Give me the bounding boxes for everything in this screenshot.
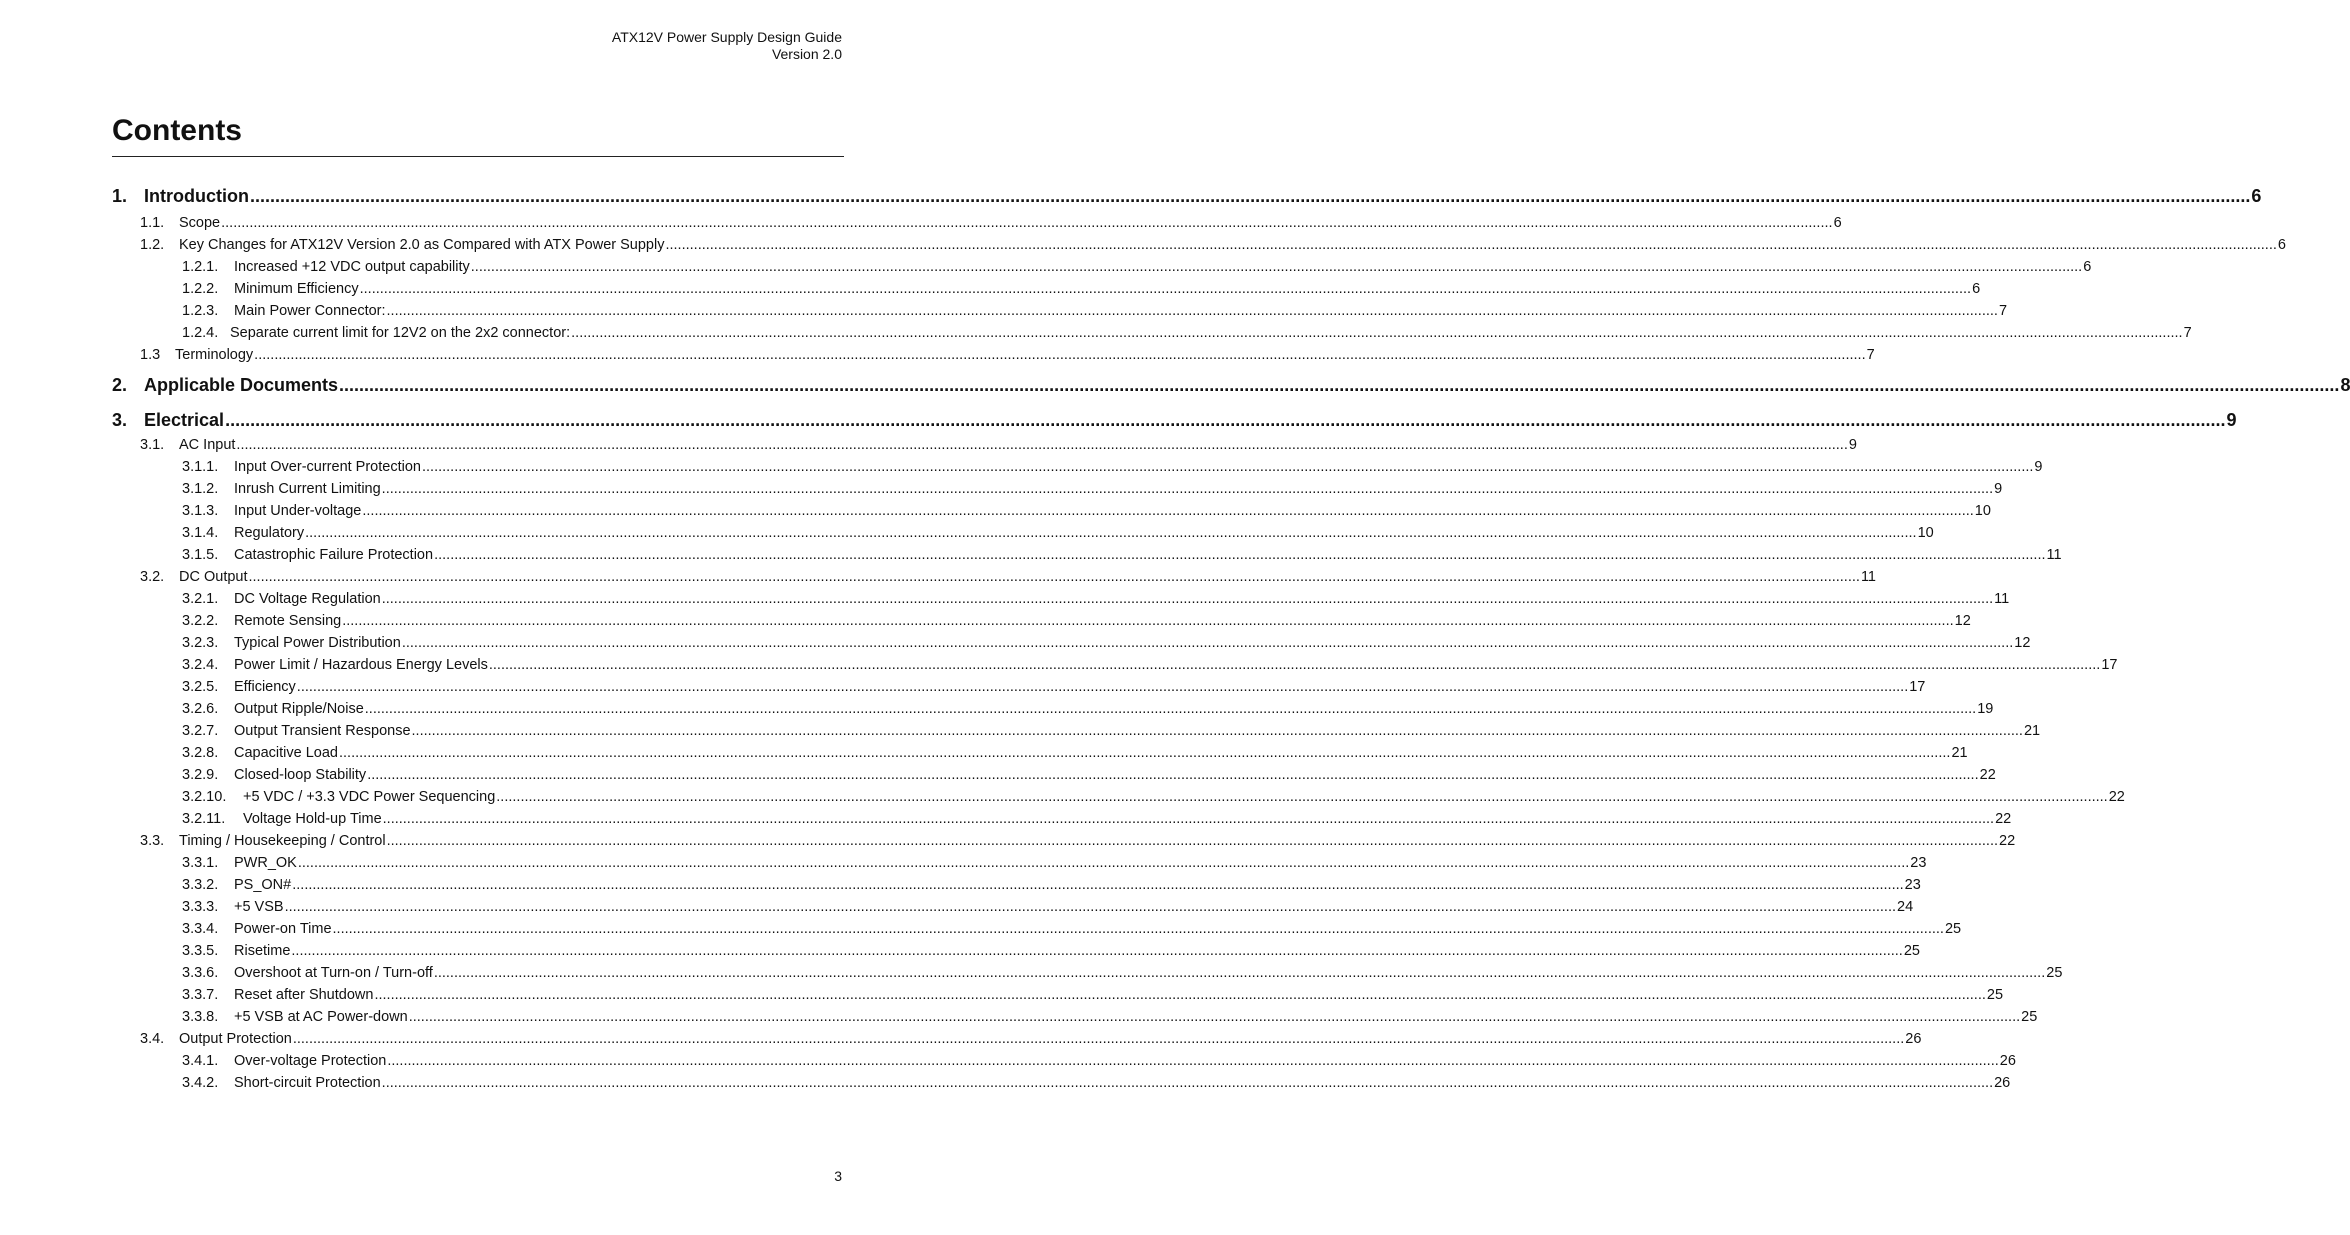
toc-entry[interactable] bbox=[182, 789, 2125, 805]
toc-entry[interactable] bbox=[140, 237, 2286, 253]
toc-entry-number: 1.2.1. bbox=[182, 259, 219, 275]
page-title: Contents bbox=[112, 114, 242, 147]
toc-dot-leader: ................................................................................................................................................................................................................................................................................................................................................................................................................ bbox=[433, 965, 2046, 981]
toc-entry-title: +5 VSB bbox=[234, 899, 284, 915]
toc-entry-title: Regulatory bbox=[234, 525, 305, 541]
toc-entry-number: 3.2.10. bbox=[182, 789, 227, 805]
toc-entry-page: 6 bbox=[2277, 237, 2286, 253]
toc-dot-leader: ................................................................................................................................................................................................................................................................................................................................................................................................................ bbox=[386, 303, 1998, 319]
toc-entry-number: 3.2.9. bbox=[182, 767, 219, 783]
toc-entry-page: 19 bbox=[1977, 701, 1994, 717]
toc-entry-number: 3.4. bbox=[140, 1031, 165, 1047]
toc-entry[interactable] bbox=[182, 259, 2092, 275]
toc-entry-page: 22 bbox=[1995, 811, 2012, 827]
toc-dot-leader: ................................................................................................................................................................................................................................................................................................................................................................................................................ bbox=[382, 811, 1995, 827]
toc-entry-number: 3.3.1. bbox=[182, 855, 219, 871]
toc-entry-number: 3.3.3. bbox=[182, 899, 219, 915]
toc-entry-title: Efficiency bbox=[234, 679, 296, 695]
toc-entry-number: 3.3.5. bbox=[182, 943, 219, 959]
toc-entry-title: Output Ripple/Noise bbox=[234, 701, 364, 717]
toc-dot-leader: ................................................................................................................................................................................................................................................................................................................................................................................................................ bbox=[297, 855, 1910, 871]
toc-entry[interactable] bbox=[182, 1075, 2011, 1091]
toc-dot-leader: ................................................................................................................................................................................................................................................................................................................................................................................................................ bbox=[362, 503, 1974, 519]
toc-entry-number: 1.1. bbox=[140, 215, 165, 231]
toc-entry-page: 24 bbox=[1897, 899, 1914, 915]
toc-entry-number: 3.1.4. bbox=[182, 525, 219, 541]
toc-entry-title: Scope bbox=[179, 215, 221, 231]
toc-entry-number: 3.2.1. bbox=[182, 591, 219, 607]
toc-entry-title: DC Output bbox=[179, 569, 248, 585]
toc-entry-page: 7 bbox=[1998, 303, 2008, 319]
toc-entry-number: 3.3.4. bbox=[182, 921, 219, 937]
toc-dot-leader: ................................................................................................................................................................................................................................................................................................................................................................................................................ bbox=[434, 547, 2046, 563]
toc-entry-title: Over-voltage Protection bbox=[234, 1053, 387, 1069]
toc-entry-title: Introduction bbox=[144, 186, 249, 206]
toc-dot-leader: ................................................................................................................................................................................................................................................................................................................................................................................................................ bbox=[374, 987, 1986, 1003]
toc-entry-number: 3.1. bbox=[140, 437, 165, 453]
toc-entry-title: Reset after Shutdown bbox=[234, 987, 374, 1003]
toc-entry-title: Overshoot at Turn-on / Turn-off bbox=[234, 965, 433, 981]
toc-entry-title: Timing / Housekeeping / Control bbox=[179, 833, 386, 849]
toc-entry-page: 12 bbox=[1954, 613, 1971, 629]
page-number: 3 bbox=[834, 1168, 842, 1184]
toc-entry-page: 25 bbox=[1903, 943, 1920, 959]
toc-entry-page: 8 bbox=[2340, 375, 2350, 395]
toc-entry[interactable] bbox=[140, 1031, 1922, 1047]
toc-entry[interactable] bbox=[182, 503, 1991, 519]
toc-dot-leader: ................................................................................................................................................................................................................................................................................................................................................................................................................ bbox=[421, 459, 2034, 475]
toc-dot-leader: ................................................................................................................................................................................................................................................................................................................................................................................................................ bbox=[387, 1053, 1999, 1069]
toc-dot-leader: ................................................................................................................................................................................................................................................................................................................................................................................................................ bbox=[381, 591, 1994, 607]
toc-entry-page: 11 bbox=[2046, 547, 2062, 563]
toc-entry[interactable] bbox=[182, 921, 1962, 937]
toc-entry[interactable] bbox=[182, 855, 1927, 871]
toc-entry-number: 3.3.7. bbox=[182, 987, 219, 1003]
toc-entry-page: 7 bbox=[2183, 325, 2192, 341]
toc-entry[interactable] bbox=[182, 701, 1994, 717]
toc-dot-leader: ................................................................................................................................................................................................................................................................................................................................................................................................................ bbox=[381, 1075, 1994, 1091]
toc-entry-number: 3.2.7. bbox=[182, 723, 219, 739]
toc-entry[interactable] bbox=[182, 943, 1920, 959]
toc-entry-page: 17 bbox=[1909, 679, 1926, 695]
toc-entry[interactable] bbox=[182, 481, 2003, 497]
toc-entry-title: Output Transient Response bbox=[234, 723, 411, 739]
toc-entry[interactable] bbox=[112, 375, 2350, 396]
toc-entry-number: 2. bbox=[112, 375, 128, 395]
toc-entry-page: 6 bbox=[1972, 281, 1981, 297]
toc-dot-leader: ................................................................................................................................................................................................................................................................................................................................................................................................................ bbox=[221, 215, 1833, 231]
toc-dot-leader: ................................................................................................................................................................................................................................................................................................................................................................................................................ bbox=[367, 767, 1979, 783]
toc-dot-leader: ................................................................................................................................................................................................................................................................................................................................................................................................................ bbox=[284, 899, 1897, 915]
toc-entry-title: Output Protection bbox=[179, 1031, 292, 1047]
toc-dot-leader: ................................................................................................................................................................................................................................................................................................................................................................................................................ bbox=[332, 921, 1944, 937]
toc-entry-page: 11 bbox=[1994, 591, 2010, 607]
toc-entry-number: 3.2.11. bbox=[182, 811, 226, 827]
toc-entry-title: Main Power Connector: bbox=[234, 303, 386, 319]
toc-entry-title: Electrical bbox=[144, 410, 225, 430]
toc-dot-leader: ................................................................................................................................................................................................................................................................................................................................................................................................................ bbox=[296, 679, 1909, 695]
toc-dot-leader: ................................................................................................................................................................................................................................................................................................................................................................................................................ bbox=[254, 347, 1866, 363]
toc-entry-number: 3.2. bbox=[140, 569, 165, 585]
toc-entry-number: 1.2.4. bbox=[182, 325, 219, 341]
toc-entry-number: 3.2.6. bbox=[182, 701, 219, 717]
toc-entry-title: Short-circuit Protection bbox=[234, 1075, 381, 1091]
toc-entry-number: 3.2.3. bbox=[182, 635, 219, 651]
toc-dot-leader: ................................................................................................................................................................................................................................................................................................................................................................................................................ bbox=[292, 1031, 1905, 1047]
toc-entry[interactable] bbox=[182, 965, 2063, 981]
toc-entry-number: 3.2.5. bbox=[182, 679, 219, 695]
toc-entry-title: Input Over-current Protection bbox=[234, 459, 421, 475]
toc-entry-title: Terminology bbox=[175, 347, 254, 363]
toc-entry-title: Increased +12 VDC output capability bbox=[234, 259, 470, 275]
toc-entry[interactable] bbox=[140, 215, 1842, 231]
toc-entry[interactable] bbox=[112, 186, 2262, 207]
toc-dot-leader: ................................................................................................................................................................................................................................................................................................................................................................................................................ bbox=[339, 745, 1951, 761]
toc-entry-page: 9 bbox=[1994, 481, 2003, 497]
toc-entry-title: Applicable Documents bbox=[144, 375, 339, 395]
toc-entry-page: 6 bbox=[1833, 215, 1842, 231]
toc-dot-leader: ................................................................................................................................................................................................................................................................................................................................................................................................................ bbox=[401, 635, 2014, 651]
toc-entry-page: 26 bbox=[1999, 1053, 2016, 1069]
toc-entry-page: 17 bbox=[2101, 657, 2118, 673]
toc-dot-leader: ................................................................................................................................................................................................................................................................................................................................................................................................................ bbox=[381, 481, 1994, 497]
toc-entry-page: 26 bbox=[1905, 1031, 1922, 1047]
toc-entry[interactable] bbox=[182, 281, 1981, 297]
toc-entry-page: 23 bbox=[1910, 855, 1927, 871]
toc-entry-title: +5 VSB at AC Power-down bbox=[234, 1009, 408, 1025]
toc-entry-number: 1.2. bbox=[140, 237, 165, 253]
toc-entry-page: 9 bbox=[2034, 459, 2043, 475]
toc-entry-page: 6 bbox=[2083, 259, 2092, 275]
toc-entry-title: Power Limit / Hazardous Energy Levels bbox=[234, 657, 488, 673]
header-doc-title: ATX12V Power Supply Design Guide bbox=[611, 29, 842, 45]
toc-dot-leader: ................................................................................................................................................................................................................................................................................................................................................................................................................ bbox=[665, 237, 2277, 253]
toc-dot-leader: ................................................................................................................................................................................................................................................................................................................................................................................................................ bbox=[411, 723, 2023, 739]
toc-dot-leader: ................................................................................................................................................................................................................................................................................................................................................................................................................ bbox=[249, 186, 2251, 206]
toc-entry-number: 3.4.2. bbox=[182, 1075, 219, 1091]
toc-dot-leader: ................................................................................................................................................................................................................................................................................................................................................................................................................ bbox=[225, 410, 2226, 430]
toc-entry[interactable] bbox=[182, 635, 2031, 651]
toc-entry[interactable] bbox=[182, 767, 1996, 783]
toc-dot-leader: ................................................................................................................................................................................................................................................................................................................................................................................................................ bbox=[248, 569, 1860, 585]
toc-entry-number: 3.2.4. bbox=[182, 657, 219, 673]
toc-dot-leader: ................................................................................................................................................................................................................................................................................................................................................................................................................ bbox=[571, 325, 2183, 341]
toc-entry-page: 22 bbox=[2108, 789, 2125, 805]
toc-dot-leader: ................................................................................................................................................................................................................................................................................................................................................................................................................ bbox=[305, 525, 1917, 541]
toc-entry-number: 3.1.5. bbox=[182, 547, 219, 563]
toc-entry-number: 3.4.1. bbox=[182, 1053, 219, 1069]
toc-entry-title: Catastrophic Failure Protection bbox=[234, 547, 434, 563]
toc-entry-title: Inrush Current Limiting bbox=[234, 481, 381, 497]
toc-entry-title: DC Voltage Regulation bbox=[234, 591, 381, 607]
toc-entry-number: 3.2.8. bbox=[182, 745, 219, 761]
toc-entry-page: 10 bbox=[1917, 525, 1934, 541]
toc-entry-title: Input Under-voltage bbox=[234, 503, 362, 519]
toc-entry-number: 3.2.2. bbox=[182, 613, 219, 629]
toc-entry[interactable] bbox=[182, 745, 1968, 761]
toc-entry-number: 1.2.3. bbox=[182, 303, 219, 319]
toc-entry[interactable] bbox=[182, 591, 2010, 607]
toc-dot-leader: ................................................................................................................................................................................................................................................................................................................................................................................................................ bbox=[236, 437, 1848, 453]
toc-entry-page: 26 bbox=[1994, 1075, 2011, 1091]
toc-entry-page: 25 bbox=[2046, 965, 2063, 981]
toc-entry-page: 6 bbox=[2251, 186, 2262, 206]
toc-entry-page: 25 bbox=[1986, 987, 2004, 1003]
toc-entry-title: AC Input bbox=[179, 437, 236, 453]
toc-entry[interactable] bbox=[182, 303, 2008, 319]
toc-entry-page: 25 bbox=[1944, 921, 1962, 937]
toc-entry-page: 23 bbox=[1904, 877, 1921, 893]
toc-entry[interactable] bbox=[140, 347, 1875, 363]
toc-entry-number: 3.3.8. bbox=[182, 1009, 219, 1025]
toc-entry-title: PS_ON# bbox=[234, 877, 292, 893]
toc-entry-page: 21 bbox=[1951, 745, 1968, 761]
toc-entry-page: 9 bbox=[2226, 410, 2237, 430]
toc-entry[interactable] bbox=[182, 1009, 2038, 1025]
toc-dot-leader: ................................................................................................................................................................................................................................................................................................................................................................................................................ bbox=[488, 657, 2101, 673]
toc-entry-page: 22 bbox=[1999, 833, 2016, 849]
toc-entry-number: 3. bbox=[112, 410, 128, 430]
toc-entry-number: 1.2.2. bbox=[182, 281, 219, 297]
toc-entry-page: 22 bbox=[1979, 767, 1996, 783]
toc-entry[interactable] bbox=[182, 679, 1926, 695]
toc-dot-leader: ................................................................................................................................................................................................................................................................................................................................................................................................................ bbox=[359, 281, 1972, 297]
toc-dot-leader: ................................................................................................................................................................................................................................................................................................................................................................................................................ bbox=[342, 613, 1954, 629]
toc-entry-page: 11 bbox=[1860, 569, 1876, 585]
toc-entry[interactable] bbox=[182, 1053, 2016, 1069]
toc-dot-leader: ................................................................................................................................................................................................................................................................................................................................................................................................................ bbox=[364, 701, 1977, 717]
toc-entry-title: Power-on Time bbox=[234, 921, 332, 937]
toc-entry[interactable] bbox=[140, 437, 1857, 453]
toc-entry[interactable] bbox=[182, 525, 1934, 541]
header-version: Version 2.0 bbox=[771, 46, 842, 62]
toc-entry-title: +5 VDC / +3.3 VDC Power Sequencing bbox=[243, 789, 496, 805]
toc-entry[interactable] bbox=[182, 613, 1971, 629]
toc-entry[interactable] bbox=[112, 410, 2237, 431]
toc-entry-title: Minimum Efficiency bbox=[234, 281, 359, 297]
toc-entry-number: 3.1.3. bbox=[182, 503, 219, 519]
toc-entry[interactable] bbox=[182, 459, 2043, 475]
toc-entry-page: 9 bbox=[1848, 437, 1857, 453]
toc-entry-title: Remote Sensing bbox=[234, 613, 342, 629]
toc-entry[interactable] bbox=[140, 833, 2016, 849]
toc-entry-page: 7 bbox=[1866, 347, 1875, 363]
toc-entry-number: 3.3. bbox=[140, 833, 165, 849]
toc-dot-leader: ................................................................................................................................................................................................................................................................................................................................................................................................................ bbox=[292, 877, 1904, 893]
toc-entry[interactable] bbox=[182, 547, 2062, 563]
toc-entry[interactable] bbox=[182, 723, 2041, 739]
toc-entry-title: Voltage Hold-up Time bbox=[243, 811, 382, 827]
toc-entry-number: 3.3.2. bbox=[182, 877, 219, 893]
toc-entry[interactable] bbox=[182, 657, 2118, 673]
toc-dot-leader: ................................................................................................................................................................................................................................................................................................................................................................................................................ bbox=[470, 259, 2083, 275]
toc-entry-number: 3.1.2. bbox=[182, 481, 219, 497]
toc-entry-number: 1. bbox=[112, 186, 128, 206]
toc-entry-page: 10 bbox=[1974, 503, 1991, 519]
toc-entry-number: 3.1.1. bbox=[182, 459, 219, 475]
toc-entry-page: 12 bbox=[2014, 635, 2031, 651]
toc-entry[interactable] bbox=[182, 811, 2012, 827]
toc-entry-title: Key Changes for ATX12V Version 2.0 as Compared with ATX Power Supply bbox=[179, 237, 665, 253]
toc-entry[interactable] bbox=[182, 325, 2192, 341]
toc-entry-title: Risetime bbox=[234, 943, 291, 959]
toc-dot-leader: ................................................................................................................................................................................................................................................................................................................................................................................................................ bbox=[408, 1009, 2021, 1025]
toc-entry-page: 21 bbox=[2023, 723, 2041, 739]
toc-dot-leader: ................................................................................................................................................................................................................................................................................................................................................................................................................ bbox=[339, 375, 2340, 395]
toc-dot-leader: ................................................................................................................................................................................................................................................................................................................................................................................................................ bbox=[291, 943, 1903, 959]
toc-entry[interactable] bbox=[182, 899, 1914, 915]
toc-entry-title: Capacitive Load bbox=[234, 745, 338, 761]
toc-dot-leader: ................................................................................................................................................................................................................................................................................................................................................................................................................ bbox=[386, 833, 1999, 849]
toc-dot-leader: ................................................................................................................................................................................................................................................................................................................................................................................................................ bbox=[496, 789, 2108, 805]
toc-entry-page: 25 bbox=[2021, 1009, 2038, 1025]
toc-entry[interactable] bbox=[182, 987, 2004, 1003]
toc-entry[interactable] bbox=[140, 569, 1876, 585]
toc-entry-title: PWR_OK bbox=[234, 855, 297, 871]
toc-entry-title: Typical Power Distribution bbox=[234, 635, 401, 651]
toc-entry-title: Closed-loop Stability bbox=[234, 767, 367, 783]
toc-entry-number: 3.3.6. bbox=[182, 965, 219, 981]
toc-entry-title: Separate current limit for 12V2 on the 2x2 connector: bbox=[230, 325, 571, 341]
toc-entry-number: 1.3 bbox=[140, 347, 161, 363]
toc-entry[interactable] bbox=[182, 877, 1921, 893]
